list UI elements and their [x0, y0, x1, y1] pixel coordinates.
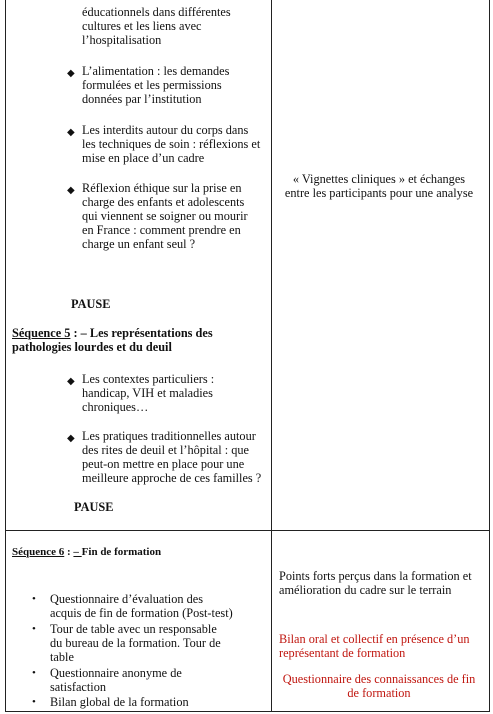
item-line: données par l’institution	[82, 92, 202, 106]
sequence-label: Séquence 5	[12, 326, 71, 340]
heading-line	[12, 326, 267, 340]
item-line: Réflexion éthique sur la prise en	[82, 181, 242, 195]
pause-label: PAUSE	[71, 297, 111, 311]
sequence-title-line2: pathologies lourdes et du deuil	[12, 340, 172, 354]
row-divider	[5, 530, 490, 531]
list-item	[82, 372, 267, 414]
column-divider	[271, 0, 272, 712]
sequence-5-heading	[12, 326, 267, 354]
sequence-dash: –	[73, 546, 82, 558]
table-border-left	[5, 0, 6, 712]
item-line: qui viennent se soigner ou mourir	[82, 209, 248, 223]
diamond-bullet-icon: ◆	[67, 68, 75, 79]
item-line: handicap, VIH et maladies	[82, 386, 213, 400]
sequence-colon: :	[64, 546, 74, 558]
text-line: Bilan oral et collectif en présence d’un	[279, 632, 470, 646]
sequence-title: Fin de formation	[81, 546, 162, 558]
item-line: du bureau de la formation. Tour de	[50, 636, 221, 650]
list-item	[50, 592, 238, 620]
strengths-text	[279, 569, 485, 597]
item-line: cultures et les liens avec	[82, 19, 202, 33]
item-line: les techniques de soin : réflexions et	[82, 137, 261, 151]
text-line: Points forts perçus dans la formation et	[279, 569, 472, 583]
oral-review-text	[279, 632, 485, 660]
list-item	[50, 666, 238, 694]
list-item	[82, 5, 267, 47]
sequence-title: : – Les représentations des	[70, 326, 213, 340]
item-line: Les interdits autour du corps dans	[82, 123, 249, 137]
circle-bullet-icon: •	[32, 696, 36, 708]
item-line: en France : comment prendre en	[82, 223, 241, 237]
item-line: Les contextes particuliers :	[82, 372, 215, 386]
text-line: amélioration du cadre sur le terrain	[279, 583, 452, 597]
text-line: entre les participants pour une analyse	[284, 186, 474, 200]
list-item	[82, 181, 267, 251]
item-line: Questionnaire anonyme de	[50, 666, 182, 680]
item-line: table	[50, 650, 74, 664]
item-line: charge un enfant seul ?	[82, 237, 196, 251]
circle-bullet-icon: •	[32, 593, 36, 605]
diamond-bullet-icon: ◆	[67, 433, 75, 444]
item-line: des rites de deuil et l’hôpital : que	[82, 443, 249, 457]
item-line: Bilan global de la formation	[50, 695, 189, 709]
item-line: Tour de table avec un responsable	[50, 622, 217, 636]
circle-bullet-icon: •	[32, 623, 36, 635]
item-line: l’hospitalisation	[82, 33, 162, 47]
item-line: formulées et les permissions	[82, 78, 222, 92]
text-line: représentant de formation	[279, 646, 406, 660]
item-line: Questionnaire d’évaluation des	[50, 592, 203, 606]
pause-label: PAUSE	[74, 500, 114, 514]
knowledge-questionnaire-text	[272, 672, 486, 700]
circle-bullet-icon: •	[32, 667, 36, 679]
item-line: peut-on mettre en place pour une	[82, 457, 245, 471]
table-border-bottom	[5, 711, 490, 712]
list-item	[82, 123, 267, 165]
item-line: chroniques…	[82, 400, 149, 414]
item-line: charge des enfants et adolescents	[82, 195, 245, 209]
item-line: acquis de fin de formation (Post-test)	[50, 606, 233, 620]
list-item	[50, 695, 238, 709]
diamond-bullet-icon: ◆	[67, 185, 75, 196]
table-border-right	[489, 0, 490, 712]
list-item	[82, 64, 267, 106]
item-line: L’alimentation : les demandes	[82, 64, 230, 78]
item-line: Les pratiques traditionnelles autour	[82, 429, 256, 443]
item-line: satisfaction	[50, 680, 107, 694]
text-line: de formation	[347, 686, 411, 700]
item-line: meilleure approche de ces familles ?	[82, 471, 262, 485]
sequence-label: Séquence 6	[12, 546, 65, 558]
text-line: Questionnaire des connaissances de fin	[282, 672, 476, 686]
list-item	[82, 429, 268, 485]
clinical-vignettes-text	[272, 172, 486, 200]
list-item	[50, 622, 238, 664]
item-line: éducationnels dans différentes	[82, 5, 231, 19]
text-line: « Vignettes cliniques » et échanges	[292, 172, 466, 186]
sequence-6-heading	[12, 545, 161, 559]
item-line: mise en place d’un cadre	[82, 151, 205, 165]
diamond-bullet-icon: ◆	[67, 376, 75, 387]
diamond-bullet-icon: ◆	[67, 127, 75, 138]
